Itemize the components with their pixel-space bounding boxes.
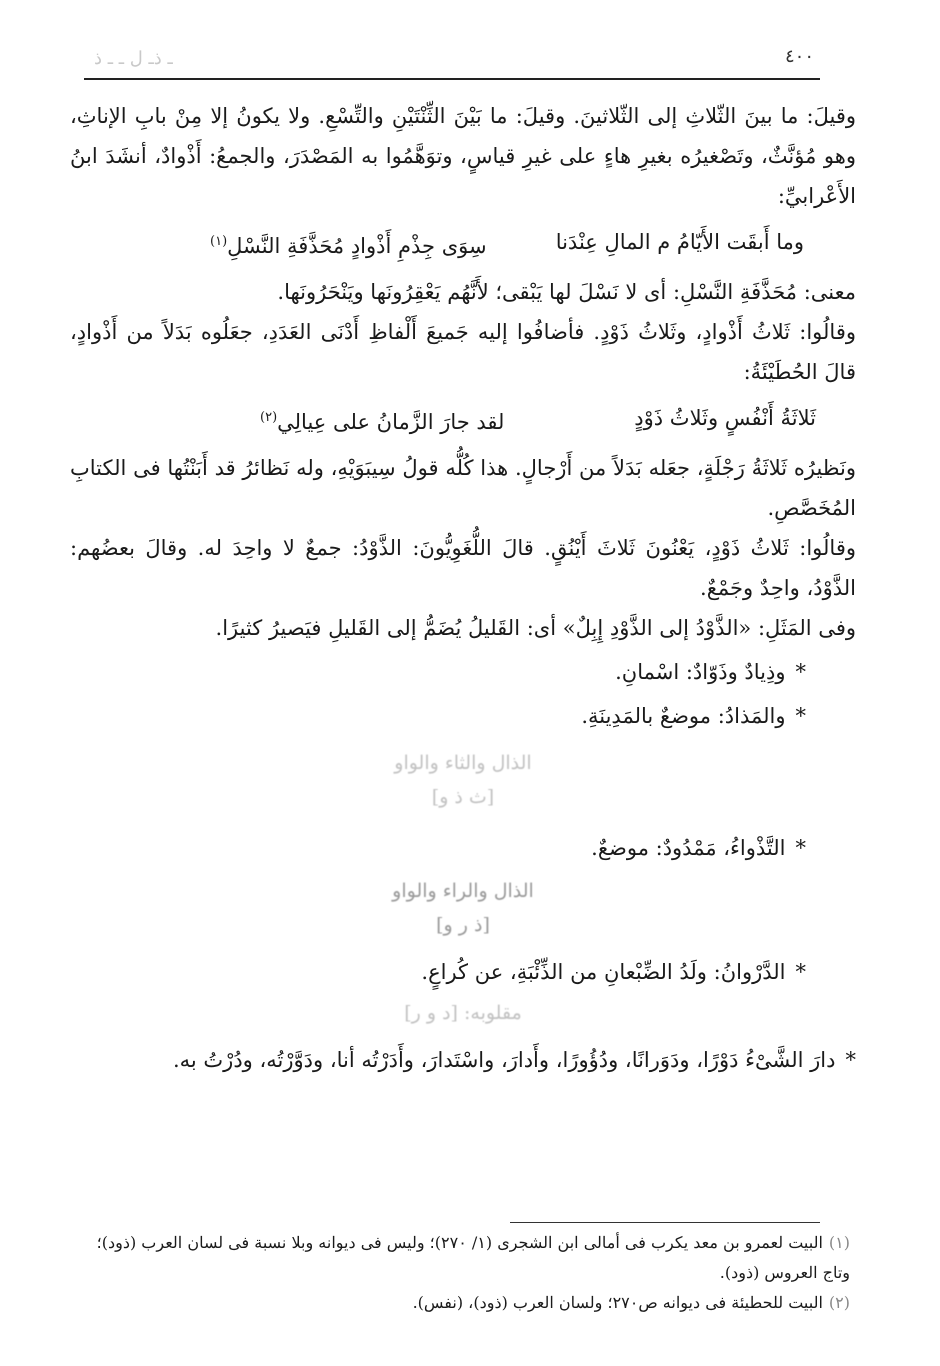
paragraph-1: وقيلَ: ما بينَ الثّلاثِ إلى الثّلاثينَ. وقيلَ: ما بَيْنَ الثِّنْتَيْنِ والتِّسْعِ. ولا يكونُ إلا مِنْ بابِ الإناثِ، وهو مُؤنَّثٌ، وتَصْغيرُه بغيرِ هاءٍ على غيرِ قياسٍ، وتوَهَّمُوا به المَصْدَرَ، والجمعُ: أَذْوادٌ، أنشَدَ ابنُ الأَعْرابيِّ: [70, 104, 856, 208]
verse-2-second-hemistich-wrap [260, 398, 504, 442]
verse-2 [70, 398, 856, 442]
verse-1-second-hemistich: سِوَى جِذْمِ أَذْوادٍ مُحَذَّفَةِ النَّسْلِ [227, 234, 487, 258]
verse-2-second-hemistich: لقد جارَ الزَّمانُ على عِيالِي [277, 410, 505, 434]
entry-text: وذِيادٌ وذَوّادٌ: اسْمانِ. [615, 660, 786, 684]
entry-text: دارَ الشَّىْءُ دَوْرًا، ودَوَرانًا، ودُؤُورًا، وأَدارَ، واسْتَدارَ، وأَدَرْتُه أنا، ودَوَّرْتُه، ودُرْتُ به. [172, 1048, 836, 1072]
entry-text: التَّذْواءُ، مَمْدُودٌ: موضعٌ. [591, 836, 786, 860]
entry-tadhwa [70, 828, 856, 868]
paragraph-6: وفى المَثَلِ: «الذَّوْدُ إلى الذَّوْدِ إِبِلٌ» أى: القَليلُ يُضَمُّ إلى القَليلِ فيَصيرُ كثيرًا. [215, 616, 856, 640]
entry-star: * [845, 1048, 856, 1072]
page-number: ٤٠٠ [784, 46, 814, 67]
verse-1 [70, 222, 856, 266]
footnote-1 [84, 1228, 850, 1288]
footnote-rule [510, 1222, 820, 1223]
entry-star: * [795, 960, 806, 984]
section-heading-1: الذال والثاء والواو [394, 752, 532, 774]
entry-text: والمَذادُ: موضعٌ بالمَدِينَةِ. [581, 704, 786, 728]
footnote-1-text: البيت لعمرو بن معد يكرب فى أمالى ابن الشجرى (١/ ٢٧٠)؛ وليس فى ديوانه وبلا نسبة فى لسان العرب (ذود)؛ وتاج العروس (ذود). [96, 1233, 850, 1282]
running-title: ـ ذـ ل ـ ـ ذ [94, 48, 173, 69]
footnote-2-number: (٢) [828, 1293, 850, 1312]
paragraph-4: ونَظيرُه ثَلاثَةُ رَجْلَةٍ، جعَله بَدَلاً من أَرْجالٍ. هذا كُلُّه قولُ سِيبَوَيْهِ، وله نَظائرُ قد أَبَنْتُها فى الكتابِ المُخَصَّصِ. [70, 456, 856, 520]
footnotes [84, 1228, 850, 1318]
entry-star: * [795, 836, 806, 860]
page-header [84, 44, 820, 80]
paragraph-2: معنى: مُحَذَّفَةِ النَّسْلِ: أى لا نَسْلَ لها يَبْقى؛ لأَنَّهُم يَعْقِرُونَها ويَنْحَرُونَها. [277, 280, 856, 304]
verse-2-first-hemistich: ثَلاثَةُ أَنْفُسٍ وثَلاثُ ذَوْدٍ [634, 406, 816, 430]
section-heading-2: الذال والراء والواو [392, 880, 534, 902]
verse-1-first-hemistich: وما أَبقَت الأَيّامُ م المالِ عِنْدَنا [555, 230, 804, 254]
entry-madhad [70, 696, 856, 736]
footnote-2-text: البيت للحطيئة فى ديوانه ص٢٧٠؛ ولسان العرب (ذود)، (نفس). [412, 1293, 823, 1312]
section-subheading-2: [ذ ر و] [436, 914, 490, 936]
entry-dhiyad [70, 652, 856, 692]
footnote-marker-2: (٢) [260, 410, 278, 425]
verse-1-second-hemistich-wrap [210, 222, 487, 266]
header-rule [84, 78, 820, 80]
entry-text: الدَّرْوانُ: ولَدُ الضِّبْعانِ من الذِّئْبَةِ، عن كُراعٍ. [421, 960, 786, 984]
entry-darwan [70, 952, 856, 992]
footnote-2 [84, 1288, 850, 1318]
section-heading-3: مقلوبه: [د و ر] [404, 1002, 522, 1024]
main-text [70, 96, 856, 1084]
paragraph-5: وقالُوا: ثَلاثُ ذَوْدٍ، يَعْنُونَ ثَلاثَ أَيْنُقٍ. قالَ اللُّغَوِيُّونَ: الذَّوْدُ: جمعٌ لا واحِدَ له. وقالَ بعضُهم: الذَّوْدُ، واحِدٌ وجَمْعٌ. [70, 536, 856, 600]
section-subheading-1: [ث ذ و] [431, 786, 495, 808]
footnote-1-number: (١) [828, 1233, 850, 1252]
entry-star: * [795, 660, 806, 684]
entry-dar [70, 1040, 856, 1080]
footnote-marker-1: (١) [210, 234, 228, 249]
paragraph-3: وقالُوا: ثَلاثُ أَذْوادٍ، وثَلاثُ ذَوْدٍ. فأضافُوا إليه جَميعَ أَلْفاظِ أَدْنَى العَدَدِ، جعَلُوه بَدَلاً من أَذْوادٍ، قالَ الحُطَيْئَةُ: [70, 320, 856, 384]
entry-star: * [795, 704, 806, 728]
